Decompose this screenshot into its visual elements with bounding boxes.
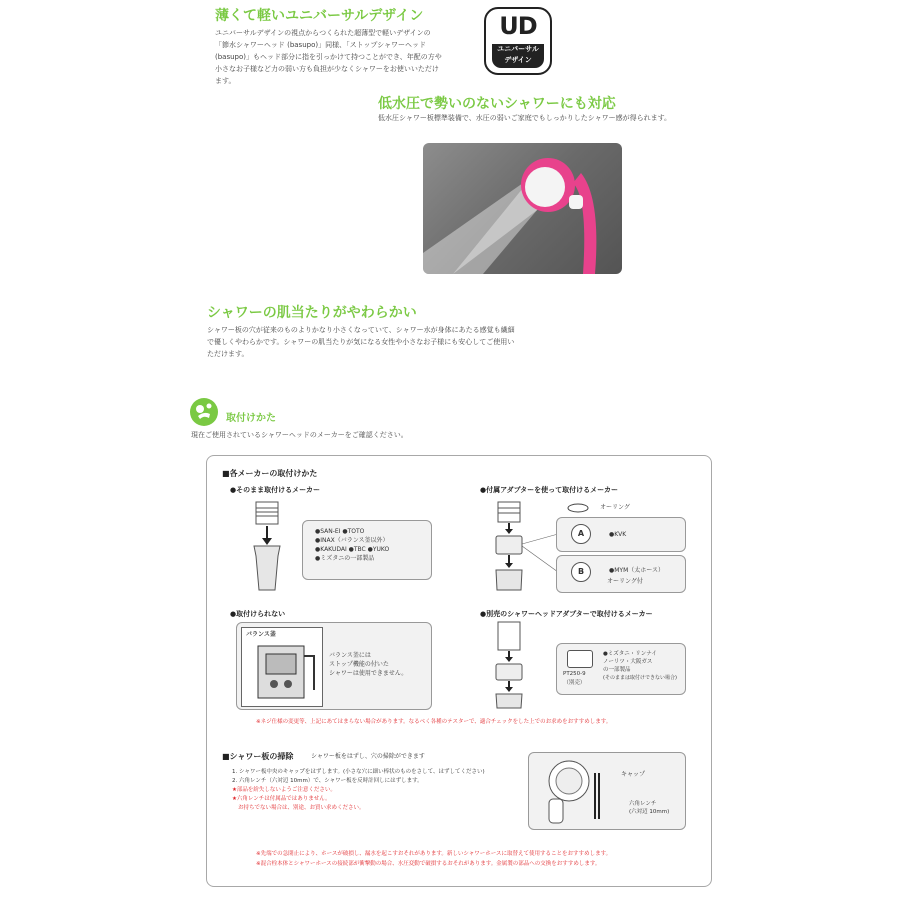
balance-boiler-icon (246, 640, 318, 702)
wrench-label (629, 800, 669, 816)
direct-heading: ●そのまま取付けるメーカー (230, 486, 320, 494)
cleaning-subheading: シャワー板をはずし、穴の掃除ができます (311, 753, 425, 760)
maker-item: の一部製品 (603, 667, 631, 673)
skin-body (207, 324, 567, 360)
cleaning-step: 1. シャワー板中央のキャップをはずします。(小さな穴に細い棒状のものをさして、はずしてください) (232, 769, 485, 775)
direct-makers-list (315, 527, 389, 563)
ud-badge-sub (492, 44, 544, 68)
ud-body-line: ます。 (215, 77, 236, 85)
section-title: ■各メーカーの取付けかた (222, 469, 318, 478)
maker-item: ●INAX（バランス釜以外） (315, 537, 389, 544)
maker-item: ノーリツ・大阪ガス (603, 659, 653, 665)
ud-title: 薄くて軽いユニバーサルデザイン (215, 8, 424, 24)
maker-item: ●ミズタニ・リンナイ (603, 651, 657, 657)
skin-body-line: シャワー板の穴が従来のものよりかなり小さくなっていて、シャワー水が身体にあたる感覚も繊細 (207, 326, 515, 334)
cannot-heading: ●取付けられない (230, 610, 286, 618)
adapter-b-maker: ●MYM（太ホース） (609, 567, 664, 574)
cannot-text-line: ストップ機能の付いた (329, 661, 389, 668)
cannot-text (329, 651, 407, 678)
separate-note: (そのままは取付けできない場合) (603, 675, 677, 681)
separate-box (556, 643, 686, 695)
ud-body-line: 「節水シャワーヘッド (basupo)」同様、「ストップシャワーヘッド (215, 41, 426, 49)
direct-fit-illustration-icon (248, 500, 288, 592)
ud-badge-icon (484, 7, 552, 75)
cleaning-note: お持ちでない場合は、別途、お買い求めください。 (238, 805, 365, 811)
adapter-heading: ●付属アダプターを使って取付けるメーカー (480, 486, 618, 494)
cannot-text-line: バランス釜には (329, 652, 371, 659)
ud-body-line: ユニバーサルデザインの視点からつくられた超薄型で軽いデザインの (215, 29, 431, 37)
part-number-line: （別売） (563, 680, 586, 686)
pt250-adapter-icon (567, 650, 593, 668)
cleaning-heading: ■シャワー板の掃除 (222, 752, 294, 761)
low-pressure-title: 低水圧で勢いのないシャワーにも対応 (378, 96, 616, 112)
cleaning-note: ★六角レンチは付属品ではありません。 (232, 796, 331, 802)
part-number-line: PT250-9 (563, 671, 586, 677)
install-icon (190, 398, 218, 426)
separate-heading: ●別売のシャワーヘッドアダプターで取付けるメーカー (480, 610, 653, 618)
cleaning-step: 2. 六角レンチ（六対辺 10mm）で、シャワー板を反時計回しにはずします。 (232, 778, 423, 784)
shower-photo (423, 143, 622, 274)
bottom-note: ※混合栓本体とシャワーホースの接続部が衝撃動の場合、水圧変動で破損するおそれがあります。金属製の部品への交換をおすすめします。 (256, 861, 601, 867)
bottom-notes (256, 849, 611, 869)
adapter-b-note: オーリング付 (607, 578, 643, 585)
cannot-text-line: シャワーは使用できません。 (329, 670, 408, 677)
maker-item: ●ミズタニの一部製品 (315, 555, 375, 562)
ud-badge-main: UD (499, 12, 537, 40)
warning-text: ※ネジ仕様の変更等、上記にあてはまらない場合があります。なるべく各種のテスターで、適合チェックをした上でのお求めをおすすめします。 (256, 719, 612, 725)
maker-item: ●KAKUDAI ●TBC ●YUKO (315, 546, 390, 553)
wrench-label-line: 六角レンチ (629, 801, 657, 807)
cannot-box (236, 622, 432, 710)
cleaning-illustration-box (528, 752, 686, 830)
adapter-b-box (556, 555, 686, 593)
ud-badge-sub-line: ユニバーサル (497, 45, 539, 53)
balance-boiler-image (241, 627, 323, 707)
cap-label: キャップ (621, 771, 646, 778)
o-ring-label: オーリング (600, 504, 630, 511)
bottom-note: ※先端での急閉止により、ホースが破損し、漏水を起こすおそれがあります。新しいシャワーホースに取替えて使用することをおすすめします。 (256, 851, 612, 857)
separate-illustration-icon (490, 620, 550, 710)
part-number (563, 670, 586, 688)
ud-badge-sub-line: デザイン (504, 56, 532, 64)
skin-body-line: で優しくやわらかです。シャワーの肌当たりが気になる女性や小さなお子様にも安心してご使用い (207, 338, 515, 346)
skin-body-line: ただけます。 (207, 350, 249, 358)
shower-illustration-icon (423, 143, 622, 274)
adapter-a-maker: ●KVK (609, 531, 627, 538)
separate-makers (603, 650, 677, 682)
adapter-a-box (556, 517, 686, 552)
cleaning-steps (232, 768, 485, 813)
ud-body-line: (basupo)」もヘッド部分に指を引っかけて持つことができ、年配の方や (215, 53, 442, 61)
low-pressure-body: 低水圧シャワー板標準装備で、水圧の弱いご家庭でもしっかりしたシャワー感が得られます。 (378, 114, 672, 122)
ud-body-line: 小さなお子様など力の弱い方も負担が少なくシャワーをお使いいただけ (215, 65, 439, 73)
direct-makers-box (302, 520, 432, 580)
ud-body (215, 27, 480, 87)
install-title: 取付けかた (226, 413, 276, 424)
balance-boiler-label: バランス釜 (246, 631, 276, 638)
skin-title: シャワーの肌当たりがやわらかい (207, 305, 417, 321)
adapter-b-label: B (571, 562, 591, 582)
shower-head-cleaning-icon (535, 759, 615, 825)
install-intro: 現在ご使用されているシャワーヘッドのメーカーをご確認ください。 (191, 431, 408, 439)
maker-item: ●SAN-EI ●TOTO (315, 528, 365, 535)
cleaning-note: ★部品を紛失しないようご注意ください。 (232, 787, 336, 793)
adapter-a-label: A (571, 524, 591, 544)
wrench-label-line: (六対辺 10mm) (629, 809, 670, 815)
